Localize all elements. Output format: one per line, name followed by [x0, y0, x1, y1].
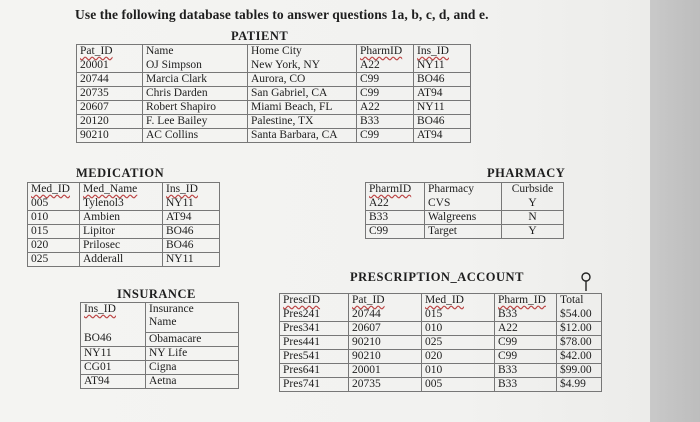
- table-row: [77, 101, 471, 115]
- table-cell: Walgreens: [425, 211, 502, 225]
- insurance-table: [80, 302, 239, 389]
- table-cell: $99.00: [557, 364, 602, 378]
- table-cell: San Gabriel, CA: [248, 87, 357, 101]
- magnifier-icon: [580, 272, 592, 292]
- cell-text: Ins_ID: [417, 45, 449, 57]
- table-cell: 015: [422, 308, 495, 322]
- pharmacy-table-title: PHARMACY: [487, 166, 566, 180]
- cell-text: Med_ID: [425, 294, 464, 306]
- table-cell: Total: [557, 294, 602, 309]
- medication-table-title: MEDICATION: [76, 166, 165, 180]
- table-cell: 90210: [349, 336, 422, 350]
- table-cell: Cigna: [146, 360, 239, 374]
- table-cell: BO46: [81, 332, 146, 346]
- table-cell: 20607: [349, 322, 422, 336]
- table-cell: 20744: [349, 308, 422, 322]
- table-cell: Chris Darden: [143, 87, 248, 101]
- cell-text: Pat_ID: [352, 294, 385, 306]
- table-cell: N: [502, 211, 564, 225]
- table-cell: 020: [422, 350, 495, 364]
- table-cell: C99: [357, 87, 414, 101]
- table-cell: BO46: [163, 225, 220, 239]
- table-cell: NY11: [81, 346, 146, 360]
- table-cell: AC Collins: [143, 129, 248, 143]
- table-cell: 20735: [349, 378, 422, 392]
- table-row: [280, 322, 602, 336]
- table-row: [28, 197, 220, 211]
- table-cell: [80, 183, 163, 198]
- table-cell: $12.00: [557, 322, 602, 336]
- table-cell: [28, 183, 80, 198]
- table-cell: C99: [357, 129, 414, 143]
- table-cell: Aetna: [146, 374, 239, 388]
- table-row: [366, 211, 564, 225]
- table-cell: [163, 183, 220, 198]
- cell-text: Insurance: [149, 303, 194, 315]
- pharmacy-table: [365, 182, 564, 239]
- column-header: Home City: [248, 45, 357, 60]
- table-header-row: [77, 45, 471, 60]
- table-cell: A22: [357, 59, 414, 73]
- page-edge-shadow: [650, 0, 700, 422]
- table-cell: Lipitor: [80, 225, 163, 239]
- table-row: [280, 378, 602, 392]
- table-cell: [280, 294, 349, 309]
- cell-text: PharmID: [360, 45, 403, 57]
- table-cell: AT94: [414, 129, 471, 143]
- table-cell: Obamacare: [146, 332, 239, 346]
- table-cell: OJ Simpson: [143, 59, 248, 73]
- table-row: [366, 197, 564, 211]
- table-cell: Pres641: [280, 364, 349, 378]
- table-cell: 010: [28, 211, 80, 225]
- table-cell: 025: [422, 336, 495, 350]
- table-cell: B33: [495, 364, 557, 378]
- patient-table-title: PATIENT: [231, 29, 289, 43]
- table-cell: Aurora, CO: [248, 73, 357, 87]
- table-row: [77, 73, 471, 87]
- table-cell: 20607: [77, 101, 143, 115]
- table-cell: 20744: [77, 73, 143, 87]
- table-cell: Robert Shapiro: [143, 101, 248, 115]
- cell-text: Name: [149, 316, 177, 328]
- table-cell: NY Life: [146, 346, 239, 360]
- instructions-text: Use the following database tables to answer questions 1a, b, c, d, and e.: [75, 7, 489, 22]
- table-cell: [81, 303, 146, 333]
- table-cell: 010: [422, 364, 495, 378]
- table-cell: 010: [422, 322, 495, 336]
- cell-text: Med_ID: [31, 183, 70, 195]
- cell-text: Ins_ID: [166, 183, 198, 195]
- table-cell: B33: [366, 211, 425, 225]
- prescription-account-table-title: PRESCRIPTION_ACCOUNT: [350, 270, 524, 284]
- table-row: [280, 308, 602, 322]
- table-cell: C99: [495, 336, 557, 350]
- table-cell: Pres341: [280, 322, 349, 336]
- table-cell: [366, 183, 425, 198]
- cell-text: Pharm_ID: [498, 294, 546, 306]
- table-cell: Curbside: [502, 183, 564, 198]
- table-cell: C99: [357, 73, 414, 87]
- column-header: [414, 45, 471, 60]
- table-cell: NY11: [414, 101, 471, 115]
- table-row: [77, 129, 471, 143]
- table-cell: B33: [357, 115, 414, 129]
- table-cell: $78.00: [557, 336, 602, 350]
- table-cell: CVS: [425, 197, 502, 211]
- table-cell: Y: [502, 197, 564, 211]
- table-cell: Y: [502, 225, 564, 239]
- table-row: [366, 225, 564, 239]
- table-cell: 20001: [77, 59, 143, 73]
- table-row: [28, 239, 220, 253]
- table-row: [77, 87, 471, 101]
- cell-text: Pat_ID: [80, 45, 113, 57]
- table-cell: Pres541: [280, 350, 349, 364]
- column-header: [357, 45, 414, 60]
- table-row: [81, 374, 239, 388]
- table-cell: Target: [425, 225, 502, 239]
- table-cell: F. Lee Bailey: [143, 115, 248, 129]
- table-cell: 025: [28, 253, 80, 267]
- table-header-row: [280, 294, 602, 309]
- table-cell: A22: [357, 101, 414, 115]
- table-row: [280, 336, 602, 350]
- table-header-row: [366, 183, 564, 198]
- cell-text: PrescID: [283, 294, 321, 306]
- column-header: Name: [143, 45, 248, 60]
- cell-text: PharmID: [369, 183, 412, 195]
- table-cell: Adderall: [80, 253, 163, 267]
- table-cell: 005: [422, 378, 495, 392]
- table-cell: B33: [495, 308, 557, 322]
- table-cell: Santa Barbara, CA: [248, 129, 357, 143]
- table-row: [28, 225, 220, 239]
- table-cell: Marcia Clark: [143, 73, 248, 87]
- table-cell: Pres241: [280, 308, 349, 322]
- table-cell: AT94: [81, 374, 146, 388]
- table-row: [77, 115, 471, 129]
- table-row: [280, 350, 602, 364]
- table-cell: CG01: [81, 360, 146, 374]
- table-cell: 90210: [349, 350, 422, 364]
- table-cell: C99: [495, 350, 557, 364]
- table-cell: BO46: [414, 115, 471, 129]
- table-cell: $42.00: [557, 350, 602, 364]
- table-cell: A22: [366, 197, 425, 211]
- table-cell: NY11: [163, 253, 220, 267]
- table-row: [81, 360, 239, 374]
- table-cell: 20735: [77, 87, 143, 101]
- table-cell: BO46: [163, 239, 220, 253]
- table-row: [280, 364, 602, 378]
- table-row: [28, 211, 220, 225]
- table-header-row: [28, 183, 220, 198]
- table-cell: Pharmacy: [425, 183, 502, 198]
- table-cell: Tylenol3: [80, 197, 163, 211]
- table-row: [81, 346, 239, 360]
- table-cell: New York, NY: [248, 59, 357, 73]
- table-cell: $4.99: [557, 378, 602, 392]
- table-cell: $54.00: [557, 308, 602, 322]
- table-cell: [349, 294, 422, 309]
- table-cell: 005: [28, 197, 80, 211]
- table-cell: Pres741: [280, 378, 349, 392]
- table-header-row: [81, 303, 239, 333]
- table-cell: 20001: [349, 364, 422, 378]
- table-cell: [422, 294, 495, 309]
- patient-table: [76, 44, 471, 143]
- table-cell: Miami Beach, FL: [248, 101, 357, 115]
- table-row: [28, 253, 220, 267]
- table-cell: AT94: [414, 87, 471, 101]
- table-row: [77, 59, 471, 73]
- table-cell: [495, 294, 557, 309]
- table-cell: [146, 303, 239, 333]
- table-cell: 90210: [77, 129, 143, 143]
- prescription-account-table: [279, 293, 602, 392]
- table-cell: Palestine, TX: [248, 115, 357, 129]
- medication-table: [27, 182, 220, 267]
- table-cell: Pres441: [280, 336, 349, 350]
- table-cell: B33: [495, 378, 557, 392]
- cell-text: Ins_ID: [84, 303, 116, 315]
- table-cell: A22: [495, 322, 557, 336]
- table-cell: 020: [28, 239, 80, 253]
- insurance-table-title: INSURANCE: [117, 287, 196, 301]
- table-cell: NY11: [414, 59, 471, 73]
- table-cell: BO46: [414, 73, 471, 87]
- table-cell: 015: [28, 225, 80, 239]
- table-cell: NY11: [163, 197, 220, 211]
- table-cell: Prilosec: [80, 239, 163, 253]
- column-header: [77, 45, 143, 60]
- table-cell: 20120: [77, 115, 143, 129]
- table-cell: AT94: [163, 211, 220, 225]
- cell-text: Med_Name: [83, 183, 138, 195]
- table-cell: Ambien: [80, 211, 163, 225]
- table-cell: C99: [366, 225, 425, 239]
- table-row: [81, 332, 239, 346]
